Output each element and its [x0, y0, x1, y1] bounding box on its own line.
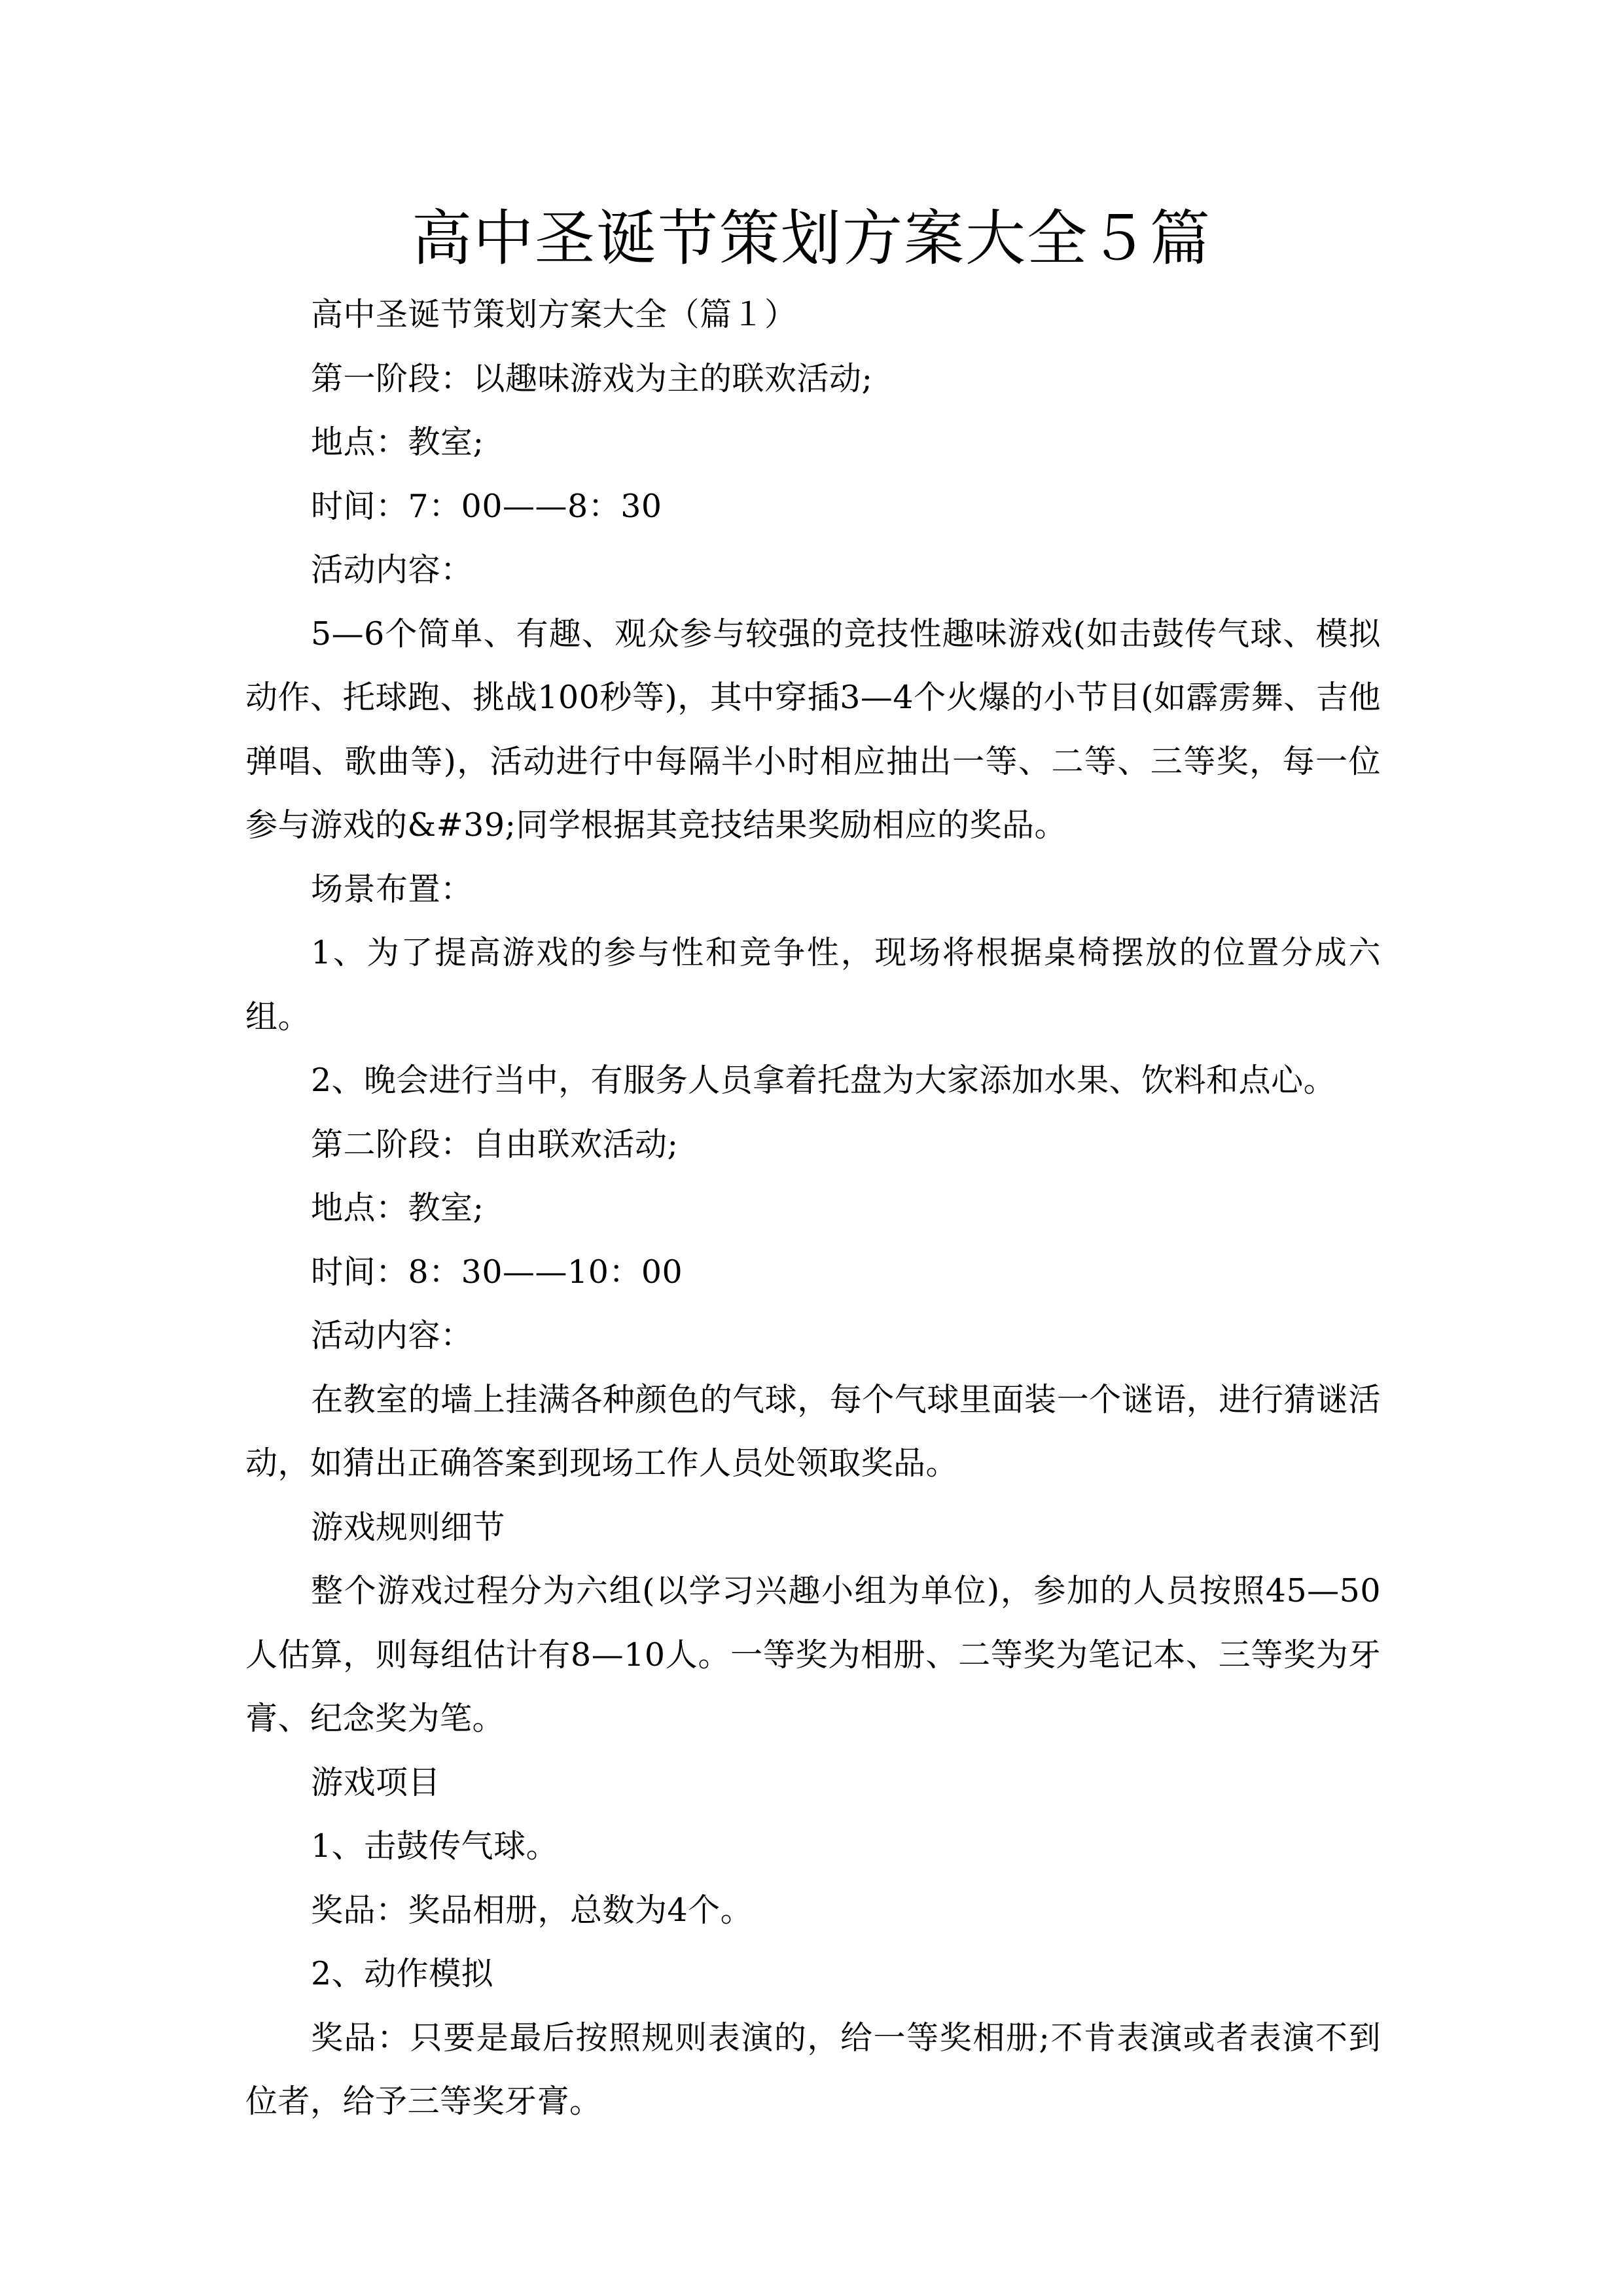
stage-one-content-label: 活动内容：: [311, 551, 473, 588]
game-item-2: 2、动作模拟: [311, 1955, 494, 1992]
game-rules-heading: 游戏规则细节: [311, 1508, 506, 1546]
stage-two-content-label: 活动内容：: [311, 1317, 473, 1354]
stage-two-content: 在教室的墙上挂满各种颜色的气球，每个气球里面装一个谜语，进行猜谜活动，如猜出正确答案到现场工作人员处领取奖品。: [245, 1380, 1381, 1482]
stage-two-heading: 第二阶段：自由联欢活动;: [311, 1125, 679, 1163]
scene-setup-label: 场景布置：: [311, 870, 473, 908]
game-item-1: 1、击鼓传气球。: [311, 1827, 559, 1865]
scene-setup-item-2: 2、晚会进行当中，有服务人员拿着托盘为大家添加水果、饮料和点心。: [311, 1062, 1336, 1099]
section-heading: 高中圣诞节策划方案大全（篇１）: [311, 296, 797, 333]
scene-setup-item-1: 1、为了提高游戏的参与性和竞争性，现场将根据桌椅摆放的位置分成六组。: [245, 934, 1381, 1035]
stage-one-time: 时间：7：00——8：30: [311, 487, 662, 525]
stage-two-time: 时间：8：30——10：00: [311, 1253, 683, 1291]
document-body: [245, 283, 1381, 2134]
game-item-1-prize: 奖品：奖品相册，总数为4个。: [311, 1891, 753, 1929]
stage-one-heading: 第一阶段：以趣味游戏为主的联欢活动;: [311, 359, 873, 397]
stage-one-location: 地点：教室;: [311, 423, 484, 461]
stage-two-location: 地点：教室;: [311, 1189, 484, 1227]
game-item-2-prize: 奖品：只要是最后按照规则表演的，给一等奖相册;不肯表演或者表演不到位者，给予三等奖牙膏。: [245, 2018, 1381, 2120]
game-items-heading: 游戏项目: [311, 1763, 441, 1801]
stage-one-content: 5—6个简单、有趣、观众参与较强的竞技性趣味游戏(如击鼓传气球、模拟动作、托球跑、挑战100秒等)，其中穿插3—4个火爆的小节目(如霹雳舞、吉他弹唱、歌曲等)，活动进行中每隔半小时相应抽出一等、二等、三等奖，每一位参与游戏的&#39;同学根据其竞技结果奖励相应的奖品。: [245, 615, 1381, 844]
game-rules-text: 整个游戏过程分为六组(以学习兴趣小组为单位)，参加的人员按照45—50人估算，则每组估计有8—10人。一等奖为相册、二等奖为笔记本、三等奖为牙膏、纪念奖为笔。: [245, 1572, 1381, 1737]
document-title: 高中圣诞节策划方案大全５篇: [411, 204, 1211, 274]
